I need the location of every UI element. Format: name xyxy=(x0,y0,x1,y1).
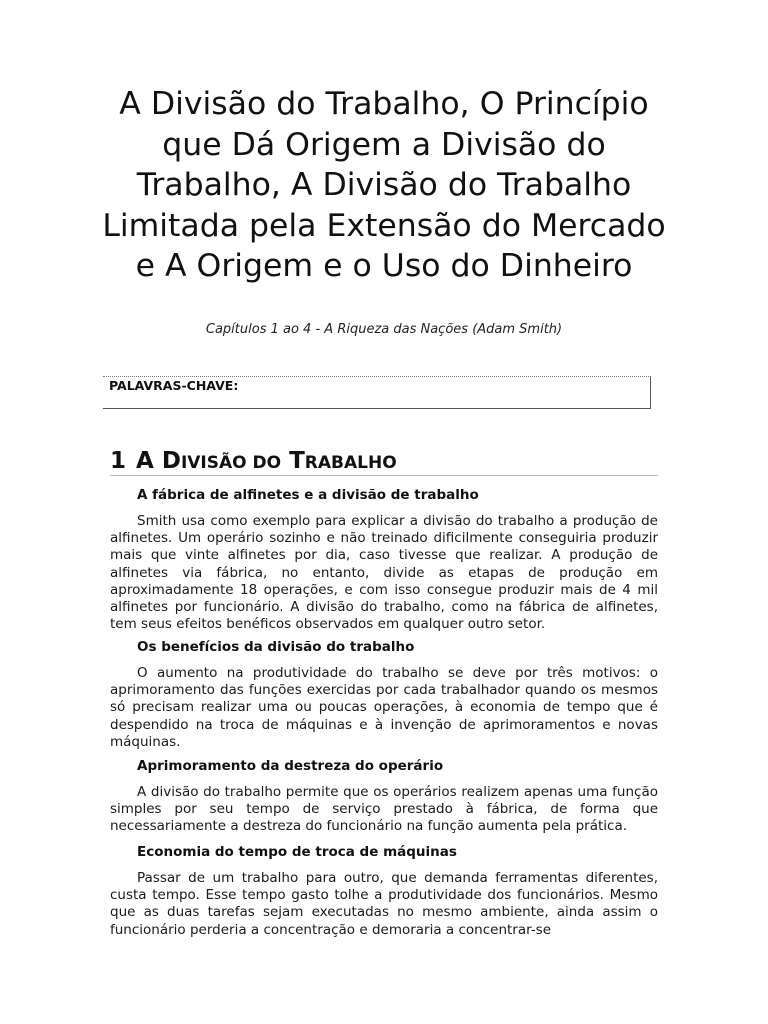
body-paragraph: Passar de um trabalho para outro, que demanda ferramentas diferentes, custa tempo. Esse tempo gasto tolhe a produtividade dos funcionários. Mesmo que as duas tarefas sejam executadas no mesmo ambiente, ainda assim o funcionário perderia a concentração e demoraria a concentrar-se xyxy=(110,870,658,938)
body-paragraph: O aumento na produtividade do trabalho se deve por três motivos: o aprimoramento das funções exercidas por cada trabalhador quando os mesmos só precisam realizar uma ou poucas operações, à economia de tempo que é despendido na troca de máquinas e à invenção de aprimoramentos e novas máquinas. xyxy=(110,665,658,750)
subsection-heading: Aprimoramento da destreza do operário xyxy=(137,758,444,774)
section-heading-part: T xyxy=(289,448,305,474)
keywords-box xyxy=(103,376,651,409)
section-heading-part: RABALHO xyxy=(304,453,397,473)
document-subtitle: Capítulos 1 ao 4 - A Riqueza das Nações (Adam Smith) xyxy=(205,322,563,337)
section-heading-part: D xyxy=(161,448,181,474)
body-paragraph: Smith usa como exemplo para explicar a divisão do trabalho a produção de alfinetes. Um operário sozinho e não treinado dificilmente conseguiria produzir mais que vinte alfinetes por dia, caso tivesse que realizar. A produção de alfinetes via fábrica, no entanto, divide as etapas de produção em aproximadamente 18 operações, e com isso consegue produzir mais de 4 mil alfinetes por funcionário. A divisão do trabalho, como na fábrica de alfinetes, tem seus efeitos benéficos observados em qualquer outro setor. xyxy=(110,513,658,633)
subsection-heading: Os benefícios da divisão do trabalho xyxy=(137,639,415,655)
section-number: 1 xyxy=(110,448,127,474)
document-title: A Divisão do Trabalho, O Princípio que Dá Origem a Divisão do Trabalho, A Divisão do Trabalho Limitada pela Extensão do Mercado e A Origem e o Uso do Dinheiro xyxy=(102,86,666,284)
section-heading-part: IVISÃO DO xyxy=(180,453,282,473)
body-paragraph: A divisão do trabalho permite que os operários realizem apenas uma função simples por seu tempo de serviço prestado à fábrica, de forma que necessariamente a destreza do funcionário na função aumenta pela prática. xyxy=(110,784,658,835)
section-heading-part: A xyxy=(136,448,154,474)
keywords-label: PALAVRAS-CHAVE: xyxy=(109,378,239,393)
section-heading xyxy=(110,446,658,476)
subsection-heading: Economia do tempo de troca de máquinas xyxy=(137,844,457,860)
subsection-heading: A fábrica de alfinetes e a divisão de trabalho xyxy=(137,487,479,503)
